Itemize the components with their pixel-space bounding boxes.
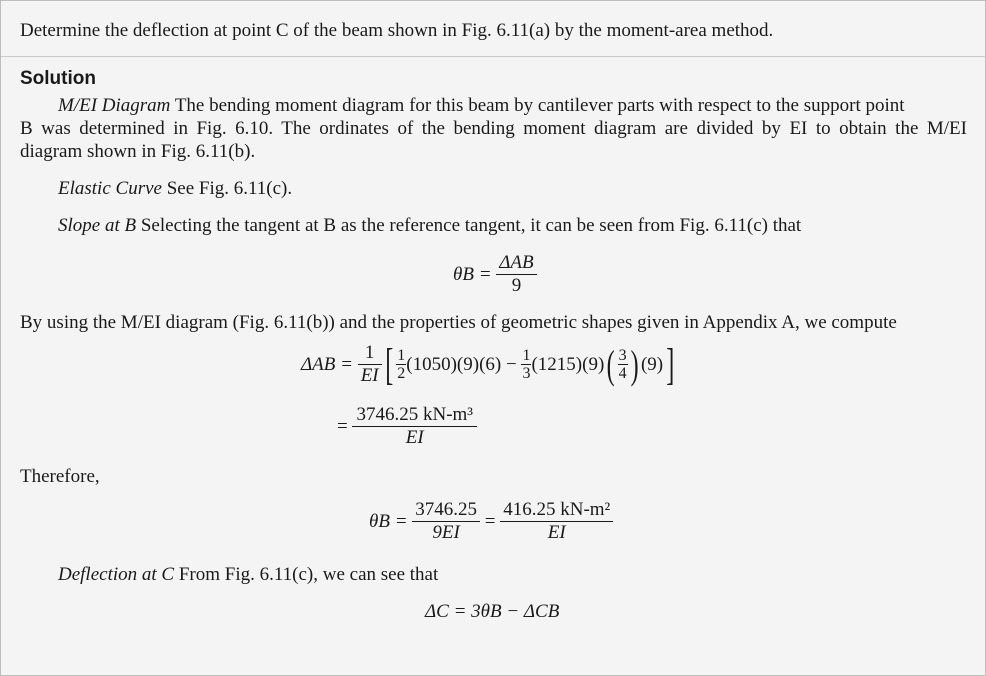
- theta-b-equals: =: [484, 510, 496, 532]
- delta-ab-result-numerator: 3746.25 kN-m³: [352, 405, 477, 427]
- theta-b-denominator-1: 9EI: [432, 522, 460, 543]
- term-1215: (1215)(9): [531, 353, 605, 375]
- mei-paragraph-line1: [58, 95, 967, 117]
- slope-paragraph: [58, 215, 801, 237]
- slope-label: Slope at B: [58, 215, 137, 236]
- theta-b-fraction-1: [412, 500, 480, 543]
- mei-paragraph-line2: B was determined in Fig. 6.10. The ordinates of the bending moment diagram are divided by EI to obtain the M/EI: [20, 118, 967, 139]
- delta-ab-result-fraction: [352, 405, 477, 448]
- theta-def-lhs: θB =: [453, 263, 492, 285]
- equation-delta-ab-result: [337, 405, 477, 448]
- deflection-label: Deflection at C: [58, 564, 175, 585]
- one-over-ei-numerator: 1: [358, 343, 382, 365]
- mei-paragraph-line3: diagram shown in Fig. 6.11(b).: [20, 141, 256, 162]
- theta-b-numerator-2: 416.25 kN-m²: [500, 500, 613, 522]
- right-bracket: ]: [666, 339, 675, 389]
- therefore-text: Therefore,: [20, 466, 100, 487]
- elastic-curve-text: See Fig. 6.11(c).: [161, 178, 293, 199]
- half-fraction: [396, 348, 406, 381]
- half-numerator: 1: [397, 347, 406, 364]
- right-paren: ): [630, 341, 639, 387]
- slope-text: Selecting the tangent at B as the reference tangent, it can be seen from Fig. 6.11(c) that: [136, 215, 802, 236]
- theta-def-fraction: [496, 253, 536, 296]
- delta-ab-result-equals: =: [337, 415, 348, 437]
- delta-ab-result-denominator: EI: [405, 427, 424, 448]
- equation-theta-definition: [453, 253, 537, 296]
- one-over-ei-fraction: [358, 343, 382, 386]
- equation-theta-b: [369, 500, 613, 543]
- three-quarters-fraction: [618, 348, 628, 381]
- section-divider: [1, 56, 986, 57]
- theta-def-numerator: ΔAB: [496, 253, 536, 275]
- mei-line1-text: The bending moment diagram for this beam by cantilever parts with respect to the support point: [170, 95, 905, 116]
- one-over-ei-denominator: EI: [360, 365, 379, 386]
- elastic-curve-paragraph: [58, 178, 292, 200]
- equation-final: ΔC = 3θB − ΔCB: [425, 601, 560, 622]
- term-1050: (1050)(9)(6) −: [406, 353, 517, 375]
- equation-delta-ab: [301, 339, 678, 389]
- problem-text: Determine the deflection at point C of the beam shown in Fig. 6.11(a) by the moment-area method.: [20, 20, 774, 41]
- third-fraction: [521, 348, 531, 381]
- third-denominator: 3: [522, 365, 531, 382]
- left-paren: (: [606, 341, 615, 387]
- third-numerator: 1: [522, 347, 531, 364]
- left-bracket: [: [384, 339, 393, 389]
- theta-b-numerator-1: 3746.25: [412, 500, 480, 522]
- elastic-curve-label: Elastic Curve: [58, 178, 162, 199]
- half-denominator: 2: [397, 365, 406, 382]
- deflection-text: From Fig. 6.11(c), we can see that: [174, 564, 439, 585]
- solution-heading: Solution: [20, 68, 96, 89]
- term-9: (9): [640, 353, 664, 375]
- mei-label: M/EI Diagram: [58, 95, 171, 116]
- problem-statement: [20, 20, 773, 42]
- using-paragraph: By using the M/EI diagram (Fig. 6.11(b)) and the properties of geometric shapes given in Appendix A, we compute: [20, 312, 897, 333]
- theta-b-lhs: θB =: [369, 510, 408, 532]
- delta-ab-lhs: ΔAB =: [301, 353, 353, 375]
- three-quarters-numerator: 3: [618, 347, 627, 364]
- deflection-paragraph: [58, 564, 438, 586]
- three-quarters-denominator: 4: [618, 365, 627, 382]
- theta-def-denominator: 9: [511, 275, 522, 296]
- theta-b-denominator-2: EI: [547, 522, 566, 543]
- theta-b-fraction-2: [500, 500, 613, 543]
